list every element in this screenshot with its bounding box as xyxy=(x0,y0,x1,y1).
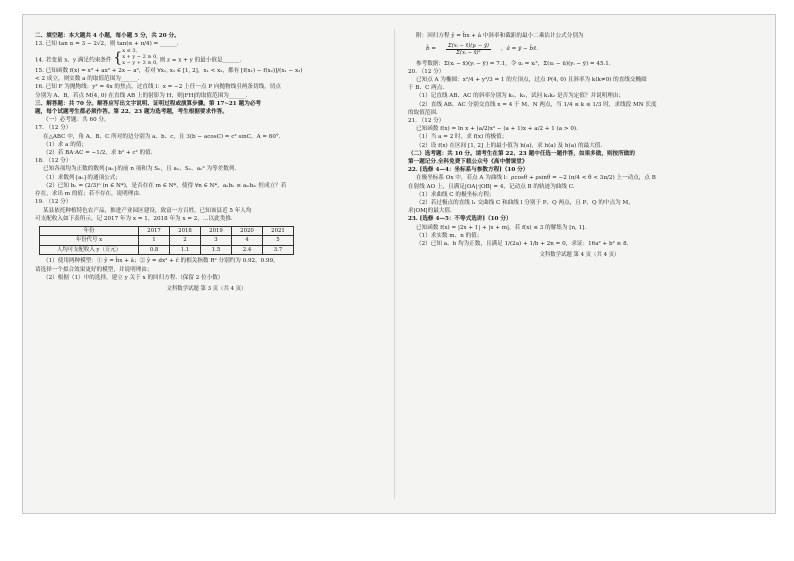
question-17-title: 17. （12 分） xyxy=(35,125,72,132)
question-15-line-1: 15. 已知函数 f(x) = x³ + ax² + 2x − a²，若对 ∀x₁, x₂ ∈ [1, 2]，x₁ < x₂，都有 [f(x₁) − f(x₂)]/(x₁ − x₂) xyxy=(35,68,303,75)
table-cell: 2018 xyxy=(170,226,201,236)
exam-sheet xyxy=(22,14,776,514)
optional-heading-2: 第一题记分.全科免费下载公众号《高中僧课堂》 xyxy=(408,158,528,165)
page-divider xyxy=(394,29,395,499)
table-cell: 2.4 xyxy=(232,245,263,255)
formula-a: ，â = ȳ − b̂x̄. xyxy=(500,46,538,53)
question-14 xyxy=(35,49,378,66)
right-page xyxy=(408,33,751,264)
table-cell: 2021 xyxy=(263,226,294,236)
constraint-1: x ≤ 3, xyxy=(122,48,138,55)
table-row xyxy=(40,245,294,255)
regression-formula xyxy=(426,43,751,57)
table-cell: 2019 xyxy=(201,226,232,236)
table-cell: 1.5 xyxy=(201,245,232,255)
question-13: 13. 已知 tan α = 3 − 2√2，则 tan(α + π/4) = ______. xyxy=(35,41,179,48)
reference-data: 参考数据：Σ(xᵢ − x̄)(yᵢ − ȳ) = 7.1，令 uᵢ = xᵢ²，Σ(uᵢ − ū)(yᵢ − ȳ) = 45.1. xyxy=(416,60,611,67)
question-14-stem: 14. 若变量 x、y 满足约束条件 xyxy=(35,58,112,65)
table-cell: 年份代号 x xyxy=(40,236,139,246)
formula-numerator: Σ(xᵢ − x̄)(yᵢ − ȳ) xyxy=(448,42,489,49)
question-17-part-2: （2）若 BA·AC = −1/2，求 b² + c² 的值. xyxy=(43,150,153,157)
table-cell: 2017 xyxy=(139,226,170,236)
question-21-title: 21. （12 分） xyxy=(408,117,445,124)
question-22-text-1: 在极坐标系 Ox 中，若点 A 为曲线 l：ρcosθ + ρsinθ = −2 (π/4 < θ < 3π/2) 上一动点，点 B xyxy=(416,175,656,182)
question-18-part-2-line-1: （2）已知 bₙ = (2/3)ⁿ (n ∈ N*)，是否存在 m ∈ N*，使得 ∀n ∈ N*，aₙbₙ ≤ aₘbₘ 恒成立？若 xyxy=(43,182,287,189)
question-18-part-2-line-2: 存在，求出 m 的值；若不存在，说明理由. xyxy=(35,191,141,198)
table-cell: 3.7 xyxy=(263,245,294,255)
section-answer-heading-1: 三、解答题：共 70 分。解答应写出文字说明、证明过程或演算步骤。第 17~21 题为必考 xyxy=(35,100,262,107)
question-19-part-1-line-2: 请选择一个拟合效果更好的模型，并说明理由； xyxy=(35,266,153,273)
table-cell: 1 xyxy=(139,236,170,246)
required-heading: （一）必考题：共 60 分。 xyxy=(43,117,110,124)
section-fill-in-heading: 二、填空题：本大题共 4 小题，每小题 5 分，共 20 分。 xyxy=(35,33,180,39)
income-table xyxy=(39,226,294,256)
constraint-system xyxy=(113,49,158,66)
table-cell: 2020 xyxy=(232,226,263,236)
formula-b-label: b̂ = xyxy=(426,46,437,53)
table-row xyxy=(40,226,294,236)
table-cell: 4 xyxy=(232,236,263,246)
question-20-part-2-line-2: 的取值范围. xyxy=(408,109,438,116)
question-21-part-2: （2）设 f(x) 在区间 [1, 2] 上的最小值为 h(a)，求 h(a) 及 h(a) 的最大值. xyxy=(416,142,603,149)
question-22-part-2-line-2: 求|OM|的最大值. xyxy=(408,208,452,215)
table-cell: 3 xyxy=(201,236,232,246)
question-17-part-1: （1）求 a 的值； xyxy=(43,141,88,148)
question-22-text-2: 在射线 AO 上，且满足|OA|·|OB| = 4，记动点 B 的轨迹为曲线 C. xyxy=(408,183,575,190)
table-cell: 2 xyxy=(170,236,201,246)
question-20-part-1: （1）记直线 AB、AC 的斜率分别为 k₁、k₂，试问 k₁k₂ 是否为定值？并说明理由； xyxy=(416,93,625,100)
question-20-title: 20. （12 分） xyxy=(408,68,445,75)
table-cell: 人均可支配收入 y（万元） xyxy=(40,245,139,255)
question-17-text: 在△ABC 中，角 A、B、C 所对的边分别为 a、b、c，且 3(b − acosC) = c² sinC，A = 60°. xyxy=(43,133,281,140)
question-20-text-1: 已知点 A 为椭圆：x²/4 + y²/3 = 1 的左顶点，过点 P(4, 0) 且斜率为 k(k≠0) 的直线交椭圆 xyxy=(416,76,647,83)
constraint-3: x − y + 3 ≥ 0, xyxy=(122,59,158,66)
table-cell: 0.8 xyxy=(139,245,170,255)
table-cell: 5 xyxy=(263,236,294,246)
question-19-part-1-line-1: （1）使用两种模型：① ŷ = b̂x + â；② ŷ = dx² + ĉ 的相关指数 R² 分别约为 0.92，0.99， xyxy=(43,258,279,265)
question-19-text-2: 可支配收入如下表所示，记 2017 年为 x = 1，2018 年为 x = 2，…以此类推. xyxy=(35,215,233,222)
table-cell: 年份 xyxy=(40,226,139,236)
formula-fraction xyxy=(446,43,491,57)
question-19-text-1: 某县依托种植特色农产品，推进产业园区建设，致富一方百姓，已知该县近 5 年人均 xyxy=(43,207,252,214)
section-answer-heading-2: 题，每个试题考生都必须作答。第 22、23 题为选考题，考生根据要求作答。 xyxy=(35,109,228,116)
question-23-part-1: （1）求实数 m、n 的值； xyxy=(416,232,483,239)
question-16-line-2: 分别为 A、B，若点 M(4, 0) 在直线 AB 上的射影为 H，则|FH|的取值范围为______. xyxy=(35,92,248,99)
question-22-part-2-line-1: （2）若过极点的直线 l₁ 交曲线 C 和曲线 l 分别于 P、Q 两点，且 P、Q 的中点为 M， xyxy=(416,199,634,206)
question-14-ask: 则 z = x + y 的最小值是______. xyxy=(159,58,242,65)
formula-denominator: Σ(xᵢ − x̄)² xyxy=(456,50,481,57)
table-row xyxy=(40,236,294,246)
page-footer-right: 文科数学试题 第 4 页（共 4 页） xyxy=(539,251,620,258)
regression-note: 附：回归方程 ŷ = b̂x + â 中斜率和截距的最小二乘估计公式分别为 xyxy=(416,33,584,39)
constraint-2: x + y − 2 ≥ 0, xyxy=(122,54,158,61)
question-15-line-2: < 2 成立，则实数 a 的取值范围为______. xyxy=(35,76,140,83)
optional-heading-1: （二）选考题：共 10 分。请考生在第 22、23 题中任选一题作答，如果多做，则按所做的 xyxy=(408,150,635,157)
question-22-part-1: （1）求曲线 C 的极坐标方程； xyxy=(416,191,495,198)
question-23-title: 23. [选修 4—5：不等式选讲]（10 分） xyxy=(408,216,512,223)
question-21-part-1: （1）当 a = 2 时，求 f(x) 的极值； xyxy=(416,134,508,141)
question-18-part-1: （1）求数列{aₙ}的通项公式； xyxy=(43,174,121,181)
question-18-title: 18. （12 分） xyxy=(35,158,72,165)
question-20-part-2-line-1: （2）直线 AB、AC 分别交直线 x = 4 于 M、N 两点，当 1/4 ≤ k ≤ 1/3 时，求线段 MN 长度 xyxy=(416,101,657,108)
left-page xyxy=(35,33,378,298)
question-23-part-2: （2）已知 a、b 均为正数，且满足 1/(2a) + 1/b + 2n = 0，求证：16a² + b² ≥ 8. xyxy=(416,240,629,247)
question-22-title: 22. [选修 4—4：坐标系与参数方程]（10 分） xyxy=(408,167,529,174)
question-19-title: 19. （12 分） xyxy=(35,199,72,206)
question-20-text-2: 于 B、C 两点. xyxy=(408,85,445,92)
question-19-part-2: （2）根据（1）中的选择，建立 y 关于 x 的回归方程.（保留 2 位小数） xyxy=(43,274,224,281)
question-18-text: 已知各项均为正数的数列{aₙ}的前 n 项和为 Sₙ，且 aₙ、Sₙ、aₙ² 为等差数列. xyxy=(43,166,237,173)
question-16-line-1: 16. 已知 F 为抛物线：y² = 4x 的焦点，过直线 l：x = −2 上任一点 P 向抛物线引两条切线，切点 xyxy=(35,84,281,91)
brace-symbol: { xyxy=(113,50,123,67)
question-21-text: 已知函数 f(x) = ln x + (a/2)x² − (a + 1)x + a/2 + 1 (a > 0). xyxy=(416,126,578,133)
table-cell: 1.1 xyxy=(170,245,201,255)
page-footer-left: 文科数学试题 第 3 页（共 4 页） xyxy=(166,285,247,292)
question-23-text: 已知函数 f(x) = |2x + 1| + |x + m|，若 f(x) ≤ 3 的解集为 [n, 1]. xyxy=(416,224,587,231)
